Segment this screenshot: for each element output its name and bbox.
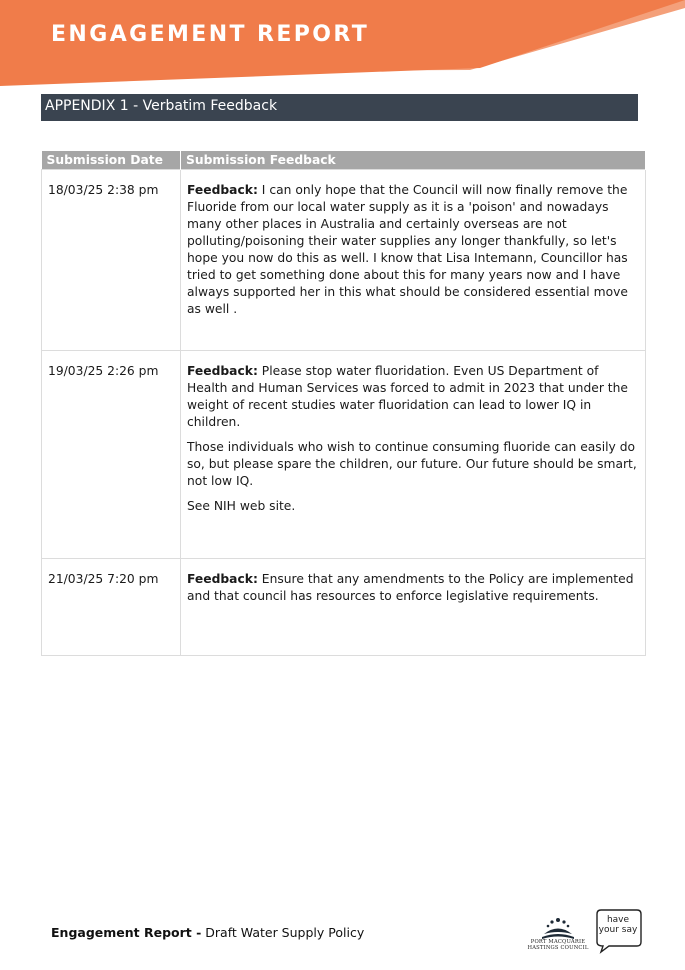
table-header-row [42,151,646,170]
submission-date: 21/03/25 7:20 pm [42,559,181,656]
feedback-text: Please stop water fluoridation. Even US Department of Health and Human Services was forced to admit in 2023 that under the weight of recent studies water fluoridation can lead to lower IQ in children. [187,364,628,429]
column-header-feedback: Submission Feedback [181,151,646,170]
submission-date: 19/03/25 2:26 pm [42,351,181,559]
council-name-line2: HASTINGS COUNCIL [527,945,589,951]
table-row [42,559,646,656]
feedback-text: I can only hope that the Council will now finally remove the Fluoride from our local water supply as it is a 'poison' and nowadays many other places in Australia and certainly overseas are not polluting/poisoning their water supplies any longer thankfully, so let's hope you now do this as well. I know that Lisa Intemann, Councillor has tried to get something done about this for many years now and I have always supported her in this what should be considered essential move as well . [187,183,628,316]
appendix-heading: APPENDIX 1 - Verbatim Feedback [41,94,638,121]
footer-label: Engagement Report - [51,925,202,940]
submission-feedback [181,559,646,656]
feedback-paragraph [187,571,640,605]
feedback-table [41,151,646,656]
feedback-paragraph: Those individuals who wish to continue consuming fluoride can easily do so, but please spare the children, our future. Our future should be smart, not low IQ. [187,440,637,488]
table-row [42,170,646,351]
feedback-paragraph: See NIH web site. [187,499,296,513]
feedback-label: Feedback: [187,572,258,586]
submission-date: 18/03/25 2:38 pm [42,170,181,351]
footer-document-name: Draft Water Supply Policy [205,925,365,940]
submission-feedback [181,170,646,351]
footer-caption [51,925,364,940]
feedback-label: Feedback: [187,183,258,197]
have-your-say-line1: have [606,915,630,925]
feedback-text: Ensure that any amendments to the Policy are implemented and that council has resources to enforce legislative requirements. [187,572,634,603]
have-your-say-text [598,915,638,935]
council-name-line1: PORT MACQUARIE [530,939,586,945]
page-title: ENGAGEMENT REPORT [51,22,370,47]
feedback-paragraph [187,182,640,318]
table-row [42,351,646,559]
feedback-paragraph [187,363,640,431]
have-your-say-line2: your say [598,925,638,935]
feedback-label: Feedback: [187,364,258,378]
column-header-date: Submission Date [42,151,181,170]
submission-feedback [181,351,646,559]
council-name [527,939,589,951]
